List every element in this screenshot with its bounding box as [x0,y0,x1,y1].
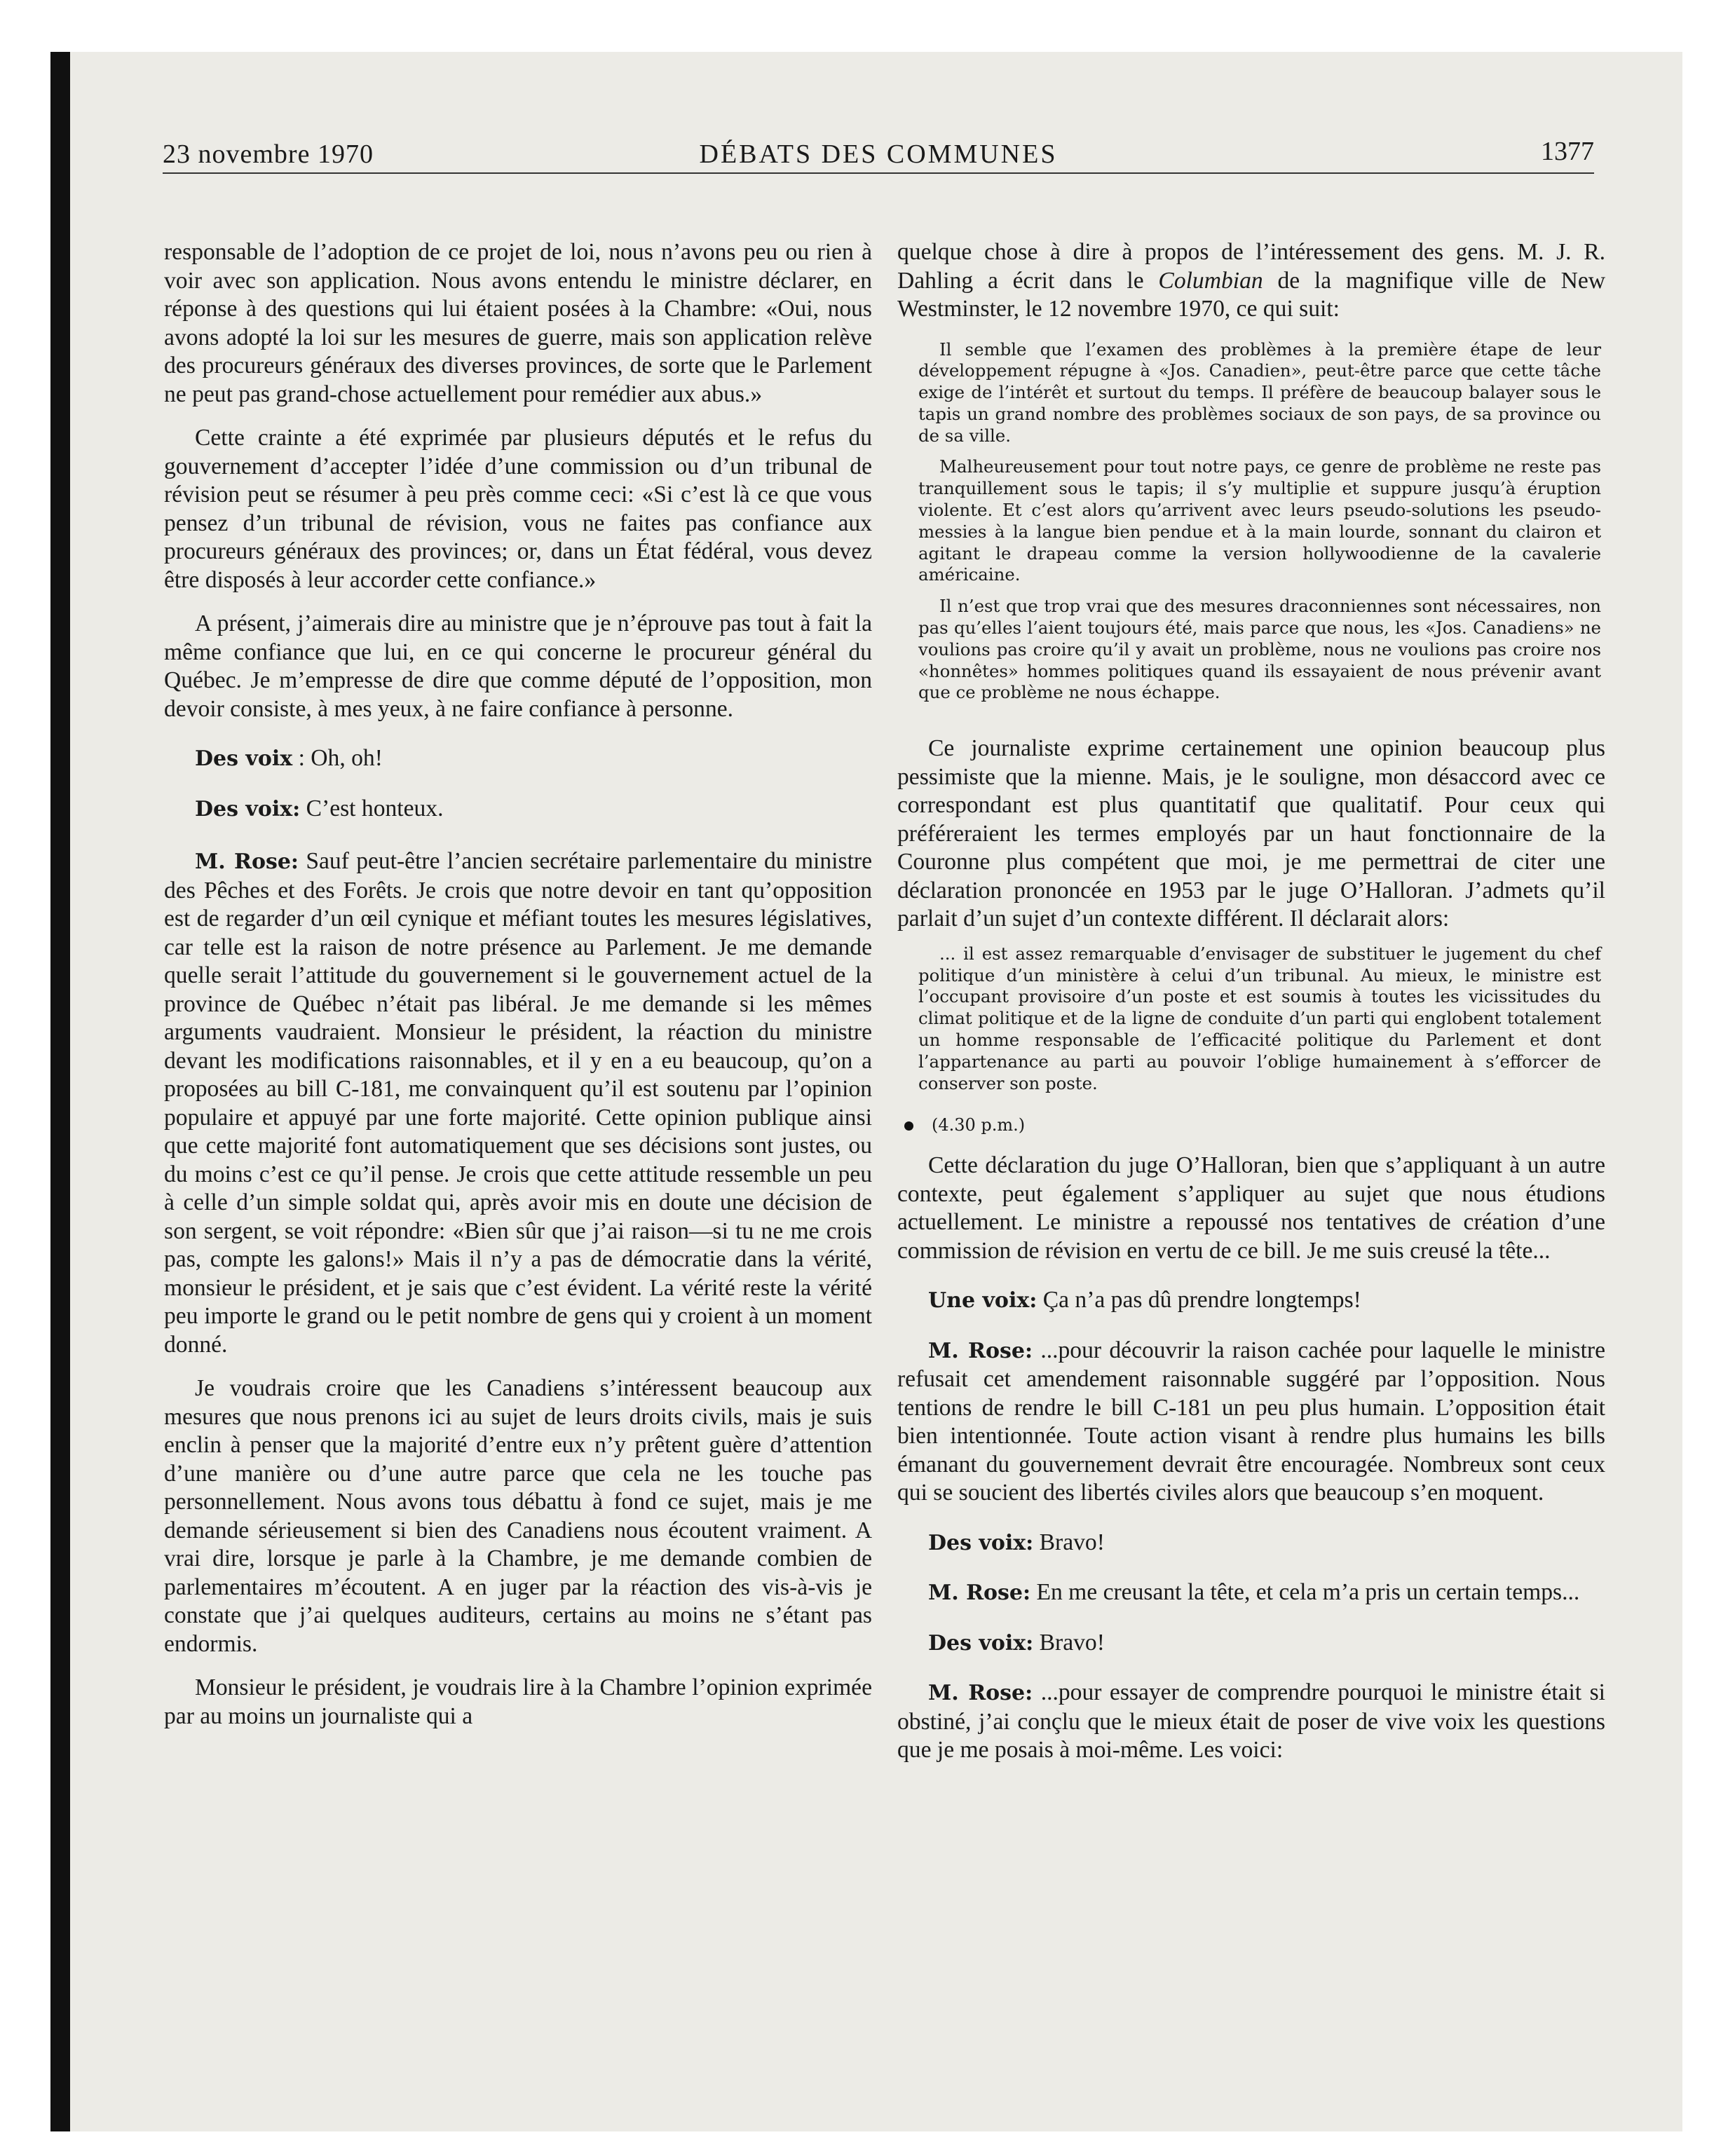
time-text: (4.30 p.m.) [932,1115,1026,1135]
speaker-name: Des voix: [195,796,301,821]
speech-text: Bravo! [1033,1529,1105,1555]
block-quote: ... il est assez remarquable d’envisager de substituer le jugement du chef politique d’un ministère à celui d’un tribunal. Au mieux, le ministre est l’occupant provisoire d’un poste et est soumis à toutes les vicissitudes du climat politique et de la ligne de conduite d’un parti qui englobent totalement un homme responsable de l’efficacité politique du Parlement et dont l’appartenance au parti au pouvoir l’oblige humainement à s’efforcer de conserver son poste. [918,943,1601,1093]
speaker-turn [897,1529,1605,1558]
paragraph: responsable de l’adoption de ce projet de loi, nous n’avons peu ou rien à voir avec son application. Nous avons entendu le ministre déclarer, en réponse à des questions qui lui étaient posées à la Chambre: «Oui, nous avons adopté la loi sur les mesures de guerre, mais son application relève des procureurs généraux des diverses provinces, de sorte que le Parlement ne peut pas grand-chose actuellement pour remédier aux abus.» [164,239,872,407]
paragraph: Cette déclaration du juge O’Halloran, bien que s’appliquant à un autre contexte, peut également s’appliquer au sujet que nous étudions actuellement. Le ministre a repoussé nos tentatives de création d’une commission de révision en vertu de ce bill. Je me suis creusé la tête... [897,1152,1605,1264]
newspaper-title: Columbian [1158,267,1263,294]
block-quote: Il n’est que trop vrai que des mesures draconniennes sont nécessaires, non pas qu’elles l’aient toujours été, mais parce que nous, les «Jos. Canadiens» ne voulions pas croire qu’il y avait un problème, nous ne voulions pas croire nos «honnêtes» hommes politiques quand ils essayaient de nous prévenir avant que ce problème ne nous échappe. [918,596,1601,703]
header-title: DÉBATS DES COMMUNES [699,139,1058,169]
timestamp [897,1115,1605,1135]
speaker-name: M. Rose: [928,1338,1033,1363]
speech-text: Ça n’a pas dû prendre longtemps! [1037,1287,1361,1314]
paragraph: Monsieur le président, je voudrais lire à la Chambre l’opinion exprimée par au moins un journaliste qui a [164,1674,872,1729]
text-run: de la magnifique ville de New Westminster, le 12 novembre 1970, ce qui suit: [897,267,1605,322]
speaker-turn [164,744,872,774]
speaker-name: M. Rose: [195,850,299,874]
page-header [163,139,1594,174]
header-date: 23 novembre 1970 [163,139,374,169]
speech-text: ...pour découvrir la raison cachée pour laquelle le ministre refusait cet amendement raisonnable suggéré par l’opposition. Nous tentions de rendre le bill C-181 un peu plus humain. L’opposition était bien intentionnée. Toute action visant à rendre plus humains les bills émanant du gouvernement devrait être encouragée. Nombreux sont ceux qui se soucient des libertés civiles alors que beaucoup s’en moquent. [897,1337,1605,1506]
speaker-turn [897,1337,1605,1508]
speaker-turn [164,847,872,1359]
speech-text: Sauf peut-être l’ancien secrétaire parlementaire du ministre des Pêches et des Forêts. Je crois que notre devoir en tant qu’opposition est de regarder d’un œil cynique et méfiant toutes les mesures législatives, car telle est la raison de notre présence au Parlement. Je me demande quelle serait l’attitude du gouvernement si le gouvernement actuel de la province de Québec n’était pas libéral. Je me demande si les mêmes arguments vaudraient. Monsieur le président, la réaction du ministre devant les modifications raisonnables, et il y en a eu beaucoup, qu’on a proposées au bill C-181, me convainquent qu’il est soutenu par l’opinion populaire et appuyé par une forte majorité. Cette opinion publique ainsi que cette majorité font automatiquement que ses décisions sont justes, ou du moins c’est ce qu’il pense. Je crois que cette attitude ressemble un peu à celle d’un simple soldat qui, après avoir mis en doute une décision de son sergent, se voit répondre: «Bien sûr que j’ai raison—si tu ne me crois pas, compte les galons!» Mais il n’y a pas de démocratie dans la vérité, monsieur le président, et je sais que c’est évident. La vérité reste la vérité peu importe le grand ou le petit nombre de gens qui y croient à un moment donné. [164,848,872,1358]
speaker-name: M. Rose: [928,1581,1031,1606]
left-column [164,238,872,1746]
page-number: 1377 [1541,137,1594,166]
speaker-name: Une voix: [928,1288,1037,1314]
speaker-turn [897,1286,1605,1316]
paragraph: A présent, j’aimerais dire au ministre que je n’éprouve pas tout à fait la même confiance que lui, en ce qui concerne le procureur général du Québec. Je m’empresse de dire que comme député de l’opposition, mon devoir consiste, à mes yeux, à ne faire confiance à personne. [164,610,872,722]
speaker-name: Des voix: [928,1630,1034,1656]
paragraph [897,238,1605,324]
paragraph: Ce journaliste exprime certainement une opinion beaucoup plus pessimiste que la mienne. Mais, je le souligne, mon désaccord avec ce correspondant est plus quantitatif que qualitatif. Pour ceux qui préféreraient les termes employés par un haut fonctionnaire de la Couronne plus compétent que moi, je me permettrai de citer une déclaration prononcée en 1953 par le juge O’Halloran. J’admets qu’il parlait d’un sujet d’un contexte différent. Il déclarait alors: [897,735,1605,932]
paragraph: Cette crainte a été exprimée par plusieurs députés et le refus du gouvernement d’accepter l’idée d’une commission ou d’un tribunal de révision peut se résumer à peu près comme ceci: «Si c’est là ce que vous pensez d’un tribunal de révision, vous ne faites pas confiance aux procureurs généraux des provinces; or, dans un État fédéral, vous devez être disposés à leur accorder cette confiance.» [164,425,872,593]
speech-text: ...pour essayer de comprendre pourquoi le ministre était si obstiné, j’ai conçlu que le mieux était de poser de vive voix les questions que je me posais à moi-même. Les voici: [897,1679,1606,1763]
speaker-turn [897,1578,1605,1608]
speech-text: Bravo! [1033,1629,1105,1656]
speech-text: : Oh, oh! [292,745,383,771]
speech-text: En me creusant la tête, et cela m’a pris un certain temps... [1030,1579,1580,1606]
speaker-name: M. Rose: [928,1681,1033,1706]
speaker-name: Des voix [195,746,293,771]
speaker-turn [897,1679,1605,1765]
speaker-turn [897,1629,1605,1658]
speech-text: C’est honteux. [300,795,444,821]
right-column [897,238,1605,1783]
paragraph: Je voudrais croire que les Canadiens s’intéressent beaucoup aux mesures que nous prenons ici au sujet de leurs droits civils, mais je suis enclin à penser que la majorité d’entre eux n’y prêtent guère d’attention d’une manière ou d’une autre parce que cela ne les touche pas personnellement. Nous avons tous débattu à fond ce sujet, mais je me demande sérieusement si bien des Canadiens nous écoutent vraiment. A vrai dire, lorsque je parle à la Chambre, je me demande combien de parlementaires m’écoutent. A en juger par la réaction des vis-à-vis je constate que j’ai quelques auditeurs, certains au moins ne s’étant pas endormis. [164,1375,872,1657]
bullet-icon [904,1121,913,1131]
block-quote: Il semble que l’examen des problèmes à la première étape de leur développement répugne à «Jos. Canadien», peut-être parce que cette tâche exige de l’intérêt et surtout du temps. Il préfère de beaucoup balayer sous le tapis un grand nombre des problèmes sociaux de son pays, de sa province ou de sa ville. [918,339,1601,446]
speaker-name: Des voix: [928,1530,1034,1555]
speaker-turn [164,795,872,824]
binding-edge [50,52,70,2131]
block-quote: Malheureusement pour tout notre pays, ce genre de problème ne reste pas tranquillement sous le tapis; il s’y multiplie et suppure jusqu’à éruption violente. Et c’est alors qu’arrivent avec leurs pseudo-solutions les pseudo-messies à la langue bien pendue et à la main lourde, sonnant du clairon et agitant le drapeau comme la version hollywoodienne de la cavalerie américaine. [918,456,1601,585]
text-run: quelque chose à dire à propos de l’intéressement des gens. M. J. R. Dahling a écrit dans le [897,239,1605,294]
